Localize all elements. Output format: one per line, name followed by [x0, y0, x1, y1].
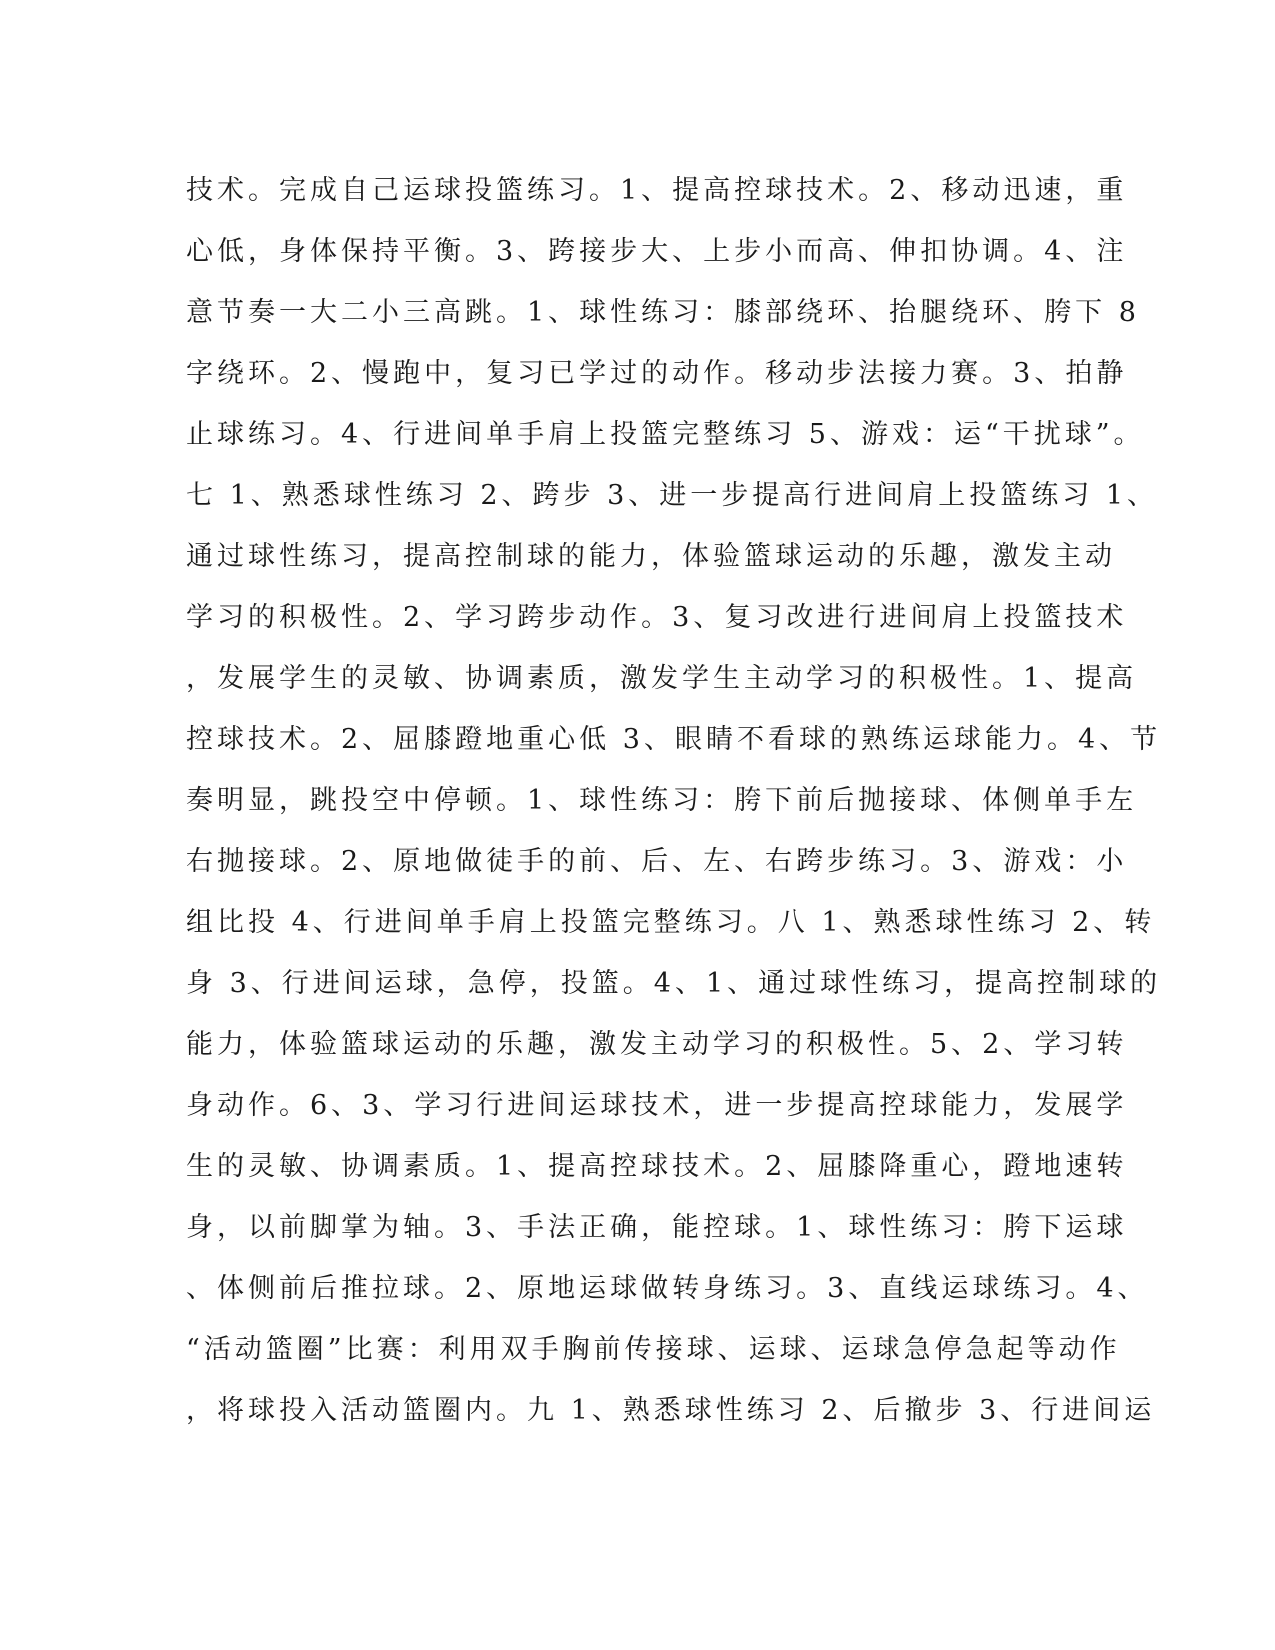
text-line: 身动作。6、3、学习行进间运球技术，进一步提高控球能力，发展学: [186, 1090, 1128, 1121]
text-line: 身，以前脚掌为轴。3、手法正确，能控球。1、球性练习：胯下运球: [186, 1212, 1128, 1243]
body-text: [186, 160, 1162, 1441]
text-line: 止球练习。4、行进间单手肩上投篮完整练习 5、游戏：运“干扰球”。: [186, 419, 1145, 450]
text-line: 技术。完成自己运球投篮练习。1、提高控球技术。2、移动迅速，重: [186, 175, 1128, 206]
text-line: 奏明显，跳投空中停顿。1、球性练习：胯下前后抛接球、体侧单手左: [186, 785, 1138, 816]
text-line: 组比投 4、行进间单手肩上投篮完整练习。八 1、熟悉球性练习 2、转: [186, 907, 1156, 938]
text-line: ，将球投入活动篮圈内。九 1、熟悉球性练习 2、后撤步 3、行进间运: [186, 1395, 1156, 1426]
text-line: 身 3、行进间运球，急停，投篮。4、1、通过球性练习，提高控制球的: [186, 968, 1162, 999]
text-line: “活动篮圈”比赛：利用双手胸前传接球、运球、运球急停急起等动作: [186, 1334, 1121, 1365]
text-line: 心低，身体保持平衡。3、跨接步大、上步小而高、伸扣协调。4、注: [186, 236, 1128, 267]
text-line: ，发展学生的灵敏、协调素质，激发学生主动学习的积极性。1、提高: [186, 663, 1138, 694]
text-line: 右抛接球。2、原地做徒手的前、后、左、右跨步练习。3、游戏：小: [186, 846, 1128, 877]
text-line: 学习的积极性。2、学习跨步动作。3、复习改进行进间肩上投篮技术: [186, 602, 1128, 633]
text-line: 意节奏一大二小三高跳。1、球性练习：膝部绕环、抬腿绕环、胯下 8: [186, 297, 1140, 328]
text-line: 通过球性练习，提高控制球的能力，体验篮球运动的乐趣，激发主动: [186, 541, 1116, 572]
text-line: 字绕环。2、慢跑中，复习已学过的动作。移动步法接力赛。3、拍静: [186, 358, 1128, 389]
text-line: 七 1、熟悉球性练习 2、跨步 3、进一步提高行进间肩上投篮练习 1、: [186, 480, 1159, 511]
text-line: 能力，体验篮球运动的乐趣，激发主动学习的积极性。5、2、学习转: [186, 1029, 1128, 1060]
text-line: 生的灵敏、协调素质。1、提高控球技术。2、屈膝降重心，蹬地速转: [186, 1151, 1128, 1182]
text-line: 控球技术。2、屈膝蹬地重心低 3、眼睛不看球的熟练运球能力。4、节: [186, 724, 1162, 755]
text-line: 、体侧前后推拉球。2、原地运球做转身练习。3、直线运球练习。4、: [186, 1273, 1149, 1304]
